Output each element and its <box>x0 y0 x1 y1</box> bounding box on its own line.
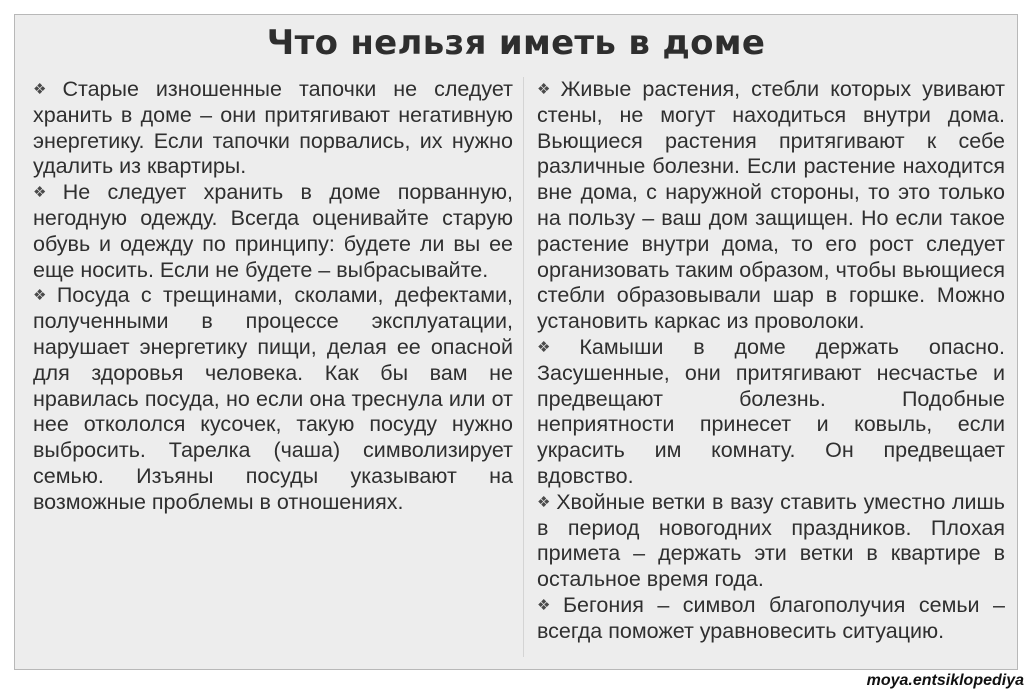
right-column <box>537 77 1005 645</box>
paragraph-clothes <box>33 180 513 283</box>
bullet-icon: ❖ <box>537 493 552 511</box>
left-column <box>33 77 513 516</box>
bullet-icon: ❖ <box>537 596 558 614</box>
paragraph-plants <box>537 77 1005 335</box>
paragraph-text: Камыши в доме держать опасно. Засушенные, они притягивают несчастье и предвещают болезнь. Подобные неприятности принесет и ковыль, если украсить им комнату. Он предвещает вдовство. <box>537 334 1005 488</box>
bullet-icon: ❖ <box>537 338 575 356</box>
paragraph-dishes <box>33 283 513 515</box>
watermark: moya.entsiklopediya <box>866 672 1024 689</box>
paragraph-conifer <box>537 490 1005 593</box>
bullet-icon: ❖ <box>33 184 58 202</box>
newspaper-clipping <box>14 14 1018 670</box>
paragraph-text: Бегония – символ благополучия семьи – всегда поможет уравновесить ситуацию. <box>537 592 1005 643</box>
paragraph-text: Посуда с трещинами, сколами, дефектами, полученными в процессе эксплуатации, нарушает энергетику пищи, делая ее опасной для здоровья человека. Как бы вам не нравилась посуда, но если она треснула или от нее откололся кусочек, такую посуду нужно выбросить. Тарелка (чаша) символизирует семью. Изъяны посуды указывают на возможные проблемы в отношениях. <box>33 283 513 514</box>
paragraph-text: Старые изношенные тапочки не следует хранить в доме – они притягивают негативную энергетику. Если тапочки порвались, их нужно удалить из квартиры. <box>33 77 513 179</box>
paragraph-text: Хвойные ветки в вазу ставить уместно лишь в период новогодних праздников. Плохая примета – держать эти ветки в квартире в остальное время года. <box>537 489 1005 592</box>
paragraph-reeds <box>537 335 1005 490</box>
column-divider <box>523 77 524 657</box>
paragraph-text: Не следует хранить в доме порванную, негодную одежду. Всегда оценивайте старую обувь и одежду по принципу: будете ли вы ее еще носить. Если не будете – выбрасывайте. <box>33 180 513 282</box>
paragraph-begonia <box>537 593 1005 645</box>
bullet-icon: ❖ <box>537 81 556 98</box>
paragraph-text: Живые растения, стебли которых увивают стены, не могут находиться внутри дома. Вьющиеся растения притягивают к себе различные болезни. Если растение находится вне дома, с наружной стороны, то это только на пользу – ваш дом защищен. Но если такое растение внутри дома, то его рост следует организовать таким образом, чтобы вьющиеся стебли образовывали шар в горшке. Можно установить каркас из проволоки. <box>537 77 1006 334</box>
paragraph-slippers <box>33 77 513 180</box>
article-title: Что нельзя иметь в доме <box>266 23 766 63</box>
bullet-icon: ❖ <box>33 81 58 98</box>
bullet-icon: ❖ <box>33 287 52 305</box>
